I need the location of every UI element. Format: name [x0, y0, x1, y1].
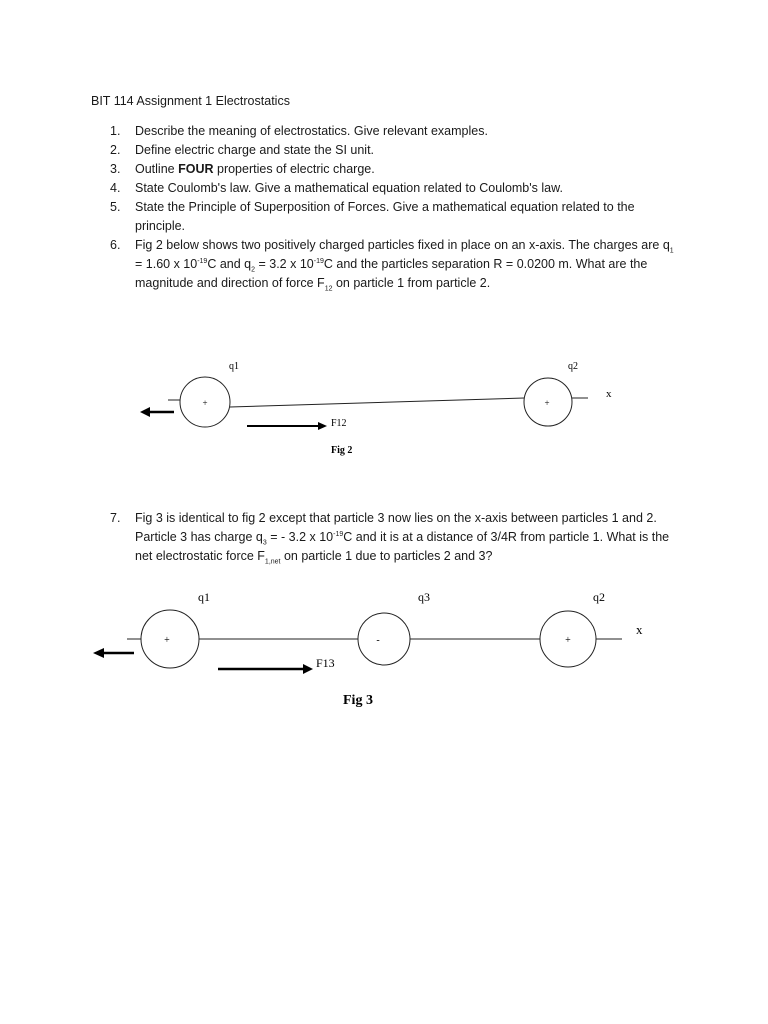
particle-q1: [141, 610, 199, 668]
force-arrow-f12-head: [318, 422, 327, 430]
figure-3: [0, 580, 768, 710]
axis-label-x: x: [606, 388, 612, 400]
question-number: 7.: [110, 511, 121, 525]
subscript: 1,net: [264, 558, 281, 566]
subscript: 12: [324, 285, 333, 293]
question-2: [110, 141, 680, 160]
text-run: C and it is at a distance of 3/4R from particle 1. What is the net electrostatic force F: [135, 530, 670, 563]
text-run: on particle 1 from particle 2.: [332, 276, 491, 290]
question-number: 1.: [110, 124, 121, 138]
question-text: [135, 509, 680, 566]
figure-2: [0, 350, 768, 470]
q2-label: q2: [568, 361, 578, 372]
axis-label-x: x: [636, 622, 643, 637]
figure-3-caption: Fig 3: [343, 693, 373, 708]
question-text: State the Principle of Superposition of Forces. Give a mathematical equation related to the principle.: [135, 200, 635, 233]
text-run: = - 3.2 x 10: [266, 530, 334, 544]
q1-label: q1: [198, 590, 210, 604]
text-run: = 1.60 x 10: [135, 257, 198, 271]
subscript: 2: [251, 266, 256, 274]
q3-sign: -: [376, 635, 380, 646]
q1-sign: +: [164, 635, 170, 646]
superscript: -19: [313, 257, 324, 265]
question-number: 3.: [110, 162, 121, 176]
superscript: -19: [333, 530, 344, 538]
question-1: [110, 122, 680, 141]
q1-sign: +: [202, 398, 208, 408]
question-6: [110, 236, 680, 293]
particle-q3: [358, 613, 410, 665]
text-run: Fig 3 is identical to fig 2 except that particle 3 now lies on the x-axis between particles 1 and 2. Particle 3 has charge q: [135, 511, 657, 544]
question-list: [110, 122, 680, 293]
force-label-f13: F13: [316, 656, 335, 670]
question-number: 4.: [110, 181, 121, 195]
question-number: 2.: [110, 143, 121, 157]
subscript: 1: [669, 247, 674, 255]
text-run: = 3.2 x 10: [255, 257, 314, 271]
question-3: [110, 160, 680, 179]
force-label-f12: F12: [331, 418, 347, 429]
emphasis-four: FOUR: [178, 162, 214, 176]
subscript: 3: [262, 539, 267, 547]
text-run: Fig 2 below shows two positively charged particles fixed in place on an x-axis. The charges are q: [135, 238, 670, 252]
question-7: [110, 509, 680, 566]
question-text: State Coulomb's law. Give a mathematical equation related to Coulomb's law.: [135, 181, 563, 195]
q2-sign: +: [544, 398, 550, 408]
text-run: C and q: [207, 257, 252, 271]
text-run: on particle 1 due to particles 2 and 3?: [280, 549, 493, 563]
question-text-pre: Outline: [135, 162, 179, 176]
page-title: BIT 114 Assignment 1 Electrostatics: [91, 94, 290, 108]
q3-label: q3: [418, 590, 430, 604]
q2-sign: +: [565, 635, 571, 646]
question-number: 5.: [110, 200, 121, 214]
question-text: [135, 236, 680, 293]
q2-label: q2: [593, 590, 605, 604]
superscript: -19: [197, 257, 208, 265]
question-4: [110, 179, 680, 198]
question-text: [135, 160, 680, 179]
question-text: Describe the meaning of electrostatics. Give relevant examples.: [135, 124, 488, 138]
force-arrow-f13-head: [303, 664, 313, 674]
q1-label: q1: [229, 361, 239, 372]
question-text-post: properties of electric charge.: [213, 162, 375, 176]
figure-2-caption: Fig 2: [331, 445, 353, 456]
force-arrow-left-head: [93, 648, 104, 658]
question-5: [110, 198, 680, 236]
question-text: Define electric charge and state the SI unit.: [135, 143, 375, 157]
question-number: 6.: [110, 238, 121, 252]
text-run: C and the particles separation R = 0.0200 m. What are the magnitude and direction of force F: [135, 257, 648, 290]
force-arrow-left-head: [140, 407, 150, 417]
axis-line: [230, 398, 524, 407]
